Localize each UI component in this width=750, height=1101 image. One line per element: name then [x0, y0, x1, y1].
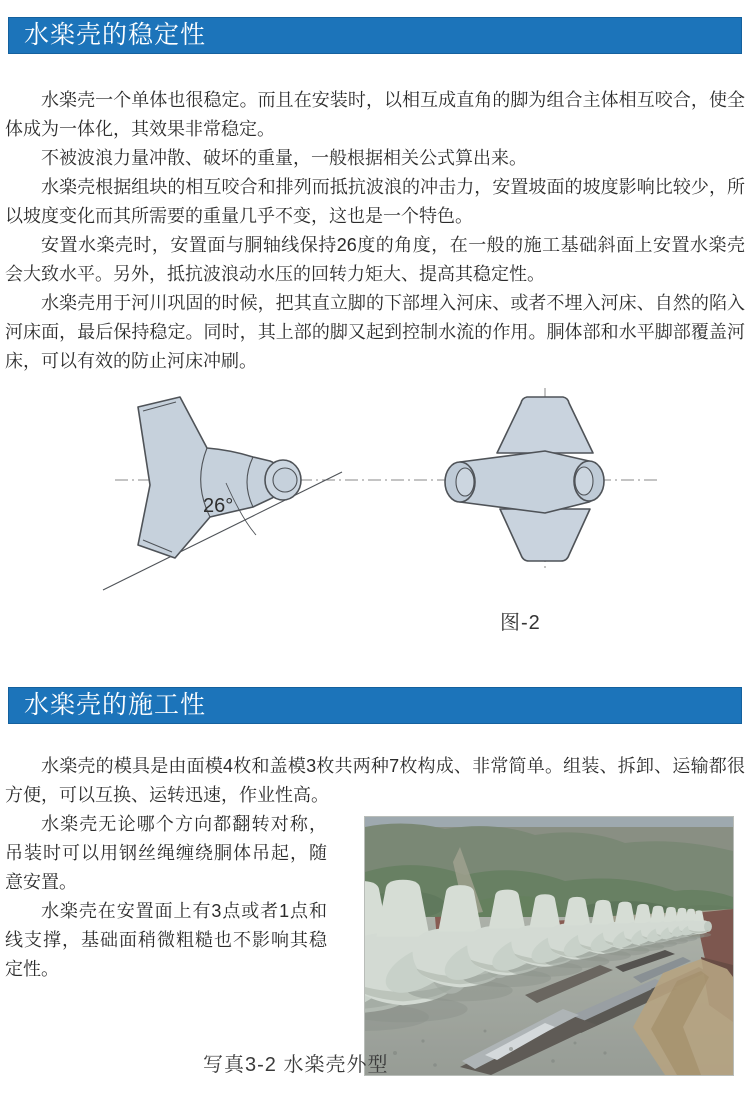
angle-label: 26° — [203, 495, 234, 517]
paragraph: 安置水楽壳时，安置面与胴轴线保持26度的角度，在一般的施工基础斜面上安置水楽壳会大致水平。另外，抵抗波浪动水压的回转力矩大、提高其稳定性。 — [5, 235, 745, 284]
construction-text-block — [5, 752, 745, 810]
paragraph: 水楽壳在安置面上有3点或者1点和线支撑，基础面稍微粗糙也不影响其稳定性。 — [5, 901, 327, 979]
section-header-stability — [8, 17, 742, 54]
paragraph: 水楽壳的模具是由面模4枚和盖模3枚共两种7枚构成、非常简单。组装、拆卸、运输都很方便，可以互换、运转迅速，作业性高。 — [5, 756, 745, 805]
paragraph: 水楽壳用于河川巩固的时候，把其直立脚的下部埋入河床、或者不埋入河床、自然的陷入河床面，最后保持稳定。同时，其上部的脚又起到控制水流的作用。胴体部和水平脚部覆盖河床，可以有效的防止河床冲刷。 — [5, 293, 745, 371]
figure-caption: 图-2 — [500, 612, 541, 634]
photo-caption: 写真3-2 水楽壳外型 — [203, 1054, 389, 1076]
section-header-construction — [8, 687, 742, 724]
section-title-stability: 水楽壳的稳定性 — [24, 21, 207, 49]
paragraph: 不被波浪力量冲散、破坏的重量，一般根据相关公式算出来。 — [41, 148, 527, 168]
stability-text-block — [5, 86, 745, 376]
construction-side-column — [5, 810, 327, 984]
paragraph: 水楽壳一个单体也很稳定。而且在安装时，以相互成直角的脚为组合主体相互咬合，使全体成为一体化，其效果非常稳定。 — [5, 90, 745, 139]
front-view-drawing — [445, 388, 604, 572]
tetrapod-yard-photo — [365, 817, 733, 1075]
paragraph: 水楽壳根据组块的相互咬合和排列而抵抗波浪的冲击力，安置坡面的坡度影响比较少，所以坡度变化而其所需要的重量几乎不变，这也是一个特色。 — [5, 177, 745, 226]
paragraph: 水楽壳无论哪个方向都翻转对称，吊装时可以用钢丝绳缠绕胴体吊起，随意安置。 — [5, 814, 327, 892]
side-view-drawing — [103, 397, 342, 590]
section-title-construction: 水楽壳的施工性 — [24, 691, 207, 719]
photo-haze-overlay — [365, 817, 733, 1075]
tetrapod-technical-diagram — [90, 383, 670, 603]
